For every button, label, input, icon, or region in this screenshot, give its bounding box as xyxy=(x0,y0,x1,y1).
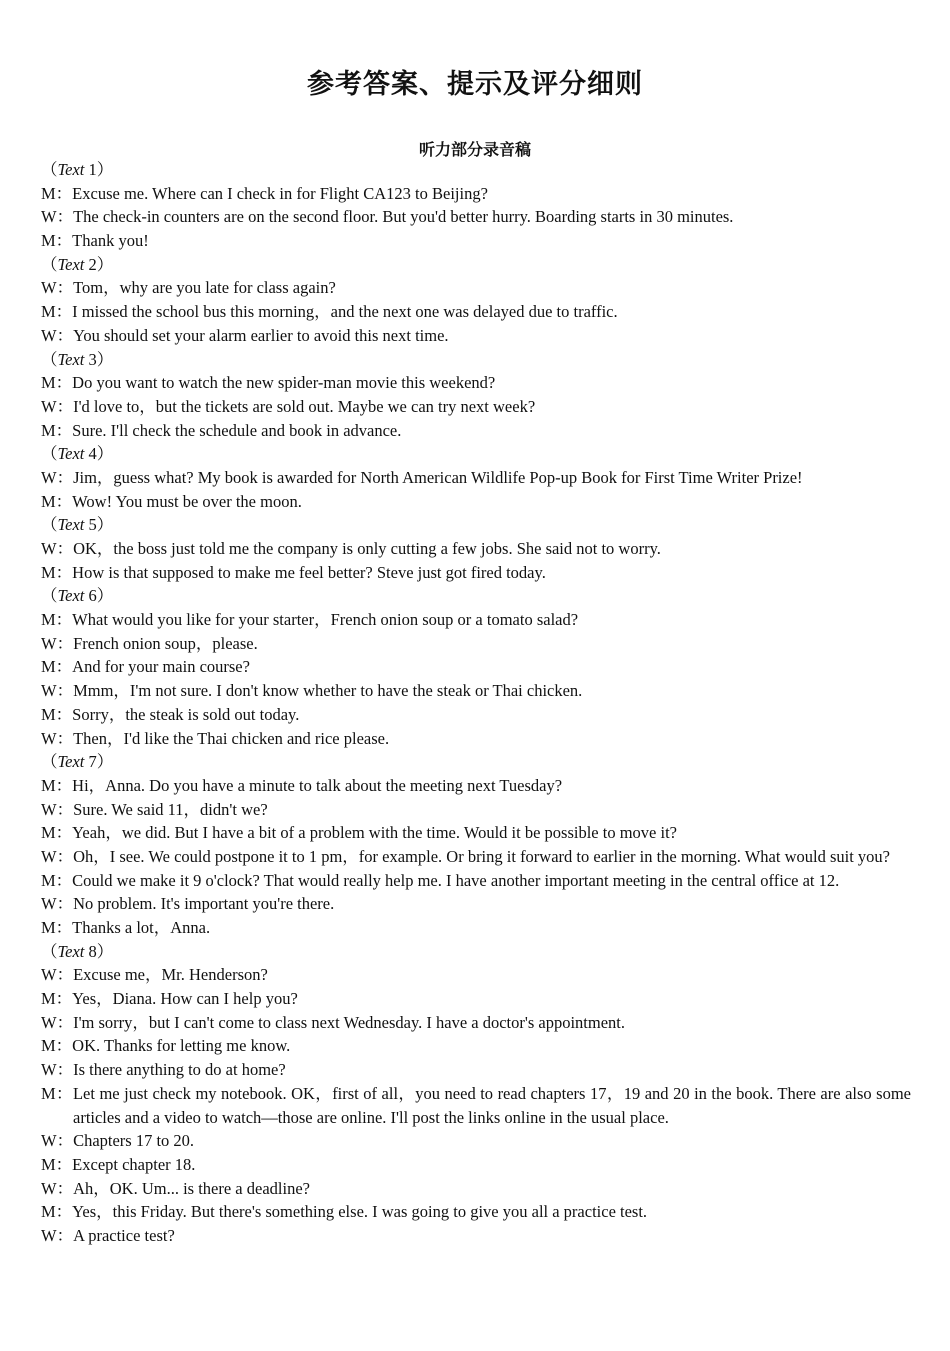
dialogue-line xyxy=(41,1034,911,1058)
text-section-header xyxy=(41,750,911,774)
text-section-header xyxy=(41,513,911,537)
header-label: Text xyxy=(57,515,85,535)
header-label: Text xyxy=(57,586,85,606)
dialogue-line xyxy=(41,1224,911,1248)
dialogue-text: W：OK，the boss just told me the company is only cutting a few jobs. She said not to worry. xyxy=(41,539,661,558)
listening-transcript xyxy=(41,158,911,1248)
header-number: 4） xyxy=(84,444,114,464)
text-section-header xyxy=(41,442,911,466)
dialogue-line xyxy=(41,727,911,751)
header-number: 5） xyxy=(84,515,114,535)
dialogue-line xyxy=(41,490,911,514)
dialogue-line xyxy=(41,679,911,703)
dialogue-text: M：Yes，Diana. How can I help you? xyxy=(41,989,298,1009)
dialogue-text: M：Excuse me. Where can I check in for Flight CA123 to Beijing? xyxy=(41,183,488,203)
dialogue-text: W：Is there anything to do at home? xyxy=(41,1060,286,1080)
header-number: 2） xyxy=(84,254,114,274)
dialogue-text: W：Jim，guess what? My book is awarded for North American Wildlife Pop-up Book for First Time Writer Prize! xyxy=(41,467,803,487)
dialogue-line xyxy=(41,229,911,253)
header-label: Text xyxy=(57,254,85,274)
dialogue-text: W：You should set your alarm earlier to avoid this next time. xyxy=(41,325,449,345)
dialogue-text: W：Mmm，I'm not sure. I don't know whether to have the steak or Thai chicken. xyxy=(41,681,583,701)
dialogue-line xyxy=(41,1200,911,1224)
dialogue-line xyxy=(41,869,911,893)
dialogue-text: M：Let me just check my notebook. OK，first of all，you need to read chapters 17，19 and 20 in the book. There are also some articles and a video to watch—those are online. I'll post the links online in the usual place. xyxy=(41,1083,911,1127)
dialogue-text: M：Thank you! xyxy=(41,231,149,251)
dialogue-text: M：What would you like for your starter，French onion soup or a tomato salad? xyxy=(41,610,579,630)
dialogue-line xyxy=(41,703,911,727)
dialogue-text: W：Oh，I see. We could postpone it to 1 pm，for example. Or bring it forward to earlier in the morning. What would suit you? xyxy=(41,846,891,866)
header-number: 1） xyxy=(84,160,114,179)
dialogue-text: W：Ah，OK. Um... is there a deadline? xyxy=(41,1178,310,1198)
text-section-header xyxy=(41,940,911,964)
dialogue-text: M：Sorry，the steak is sold out today. xyxy=(41,704,300,724)
dialogue-text: M：Wow! You must be over the moon. xyxy=(41,491,302,511)
header-label: Text xyxy=(57,160,85,179)
header-label: Text xyxy=(57,444,85,464)
dialogue-text: W：I'd love to，but the tickets are sold out. Maybe we can try next week? xyxy=(41,396,536,416)
dialogue-line xyxy=(41,798,911,822)
dialogue-line xyxy=(41,466,911,490)
dialogue-line xyxy=(41,182,911,206)
header-number: 3） xyxy=(84,349,114,369)
dialogue-text: W：Chapters 17 to 20. xyxy=(41,1131,195,1151)
header-open-paren: （ xyxy=(41,586,58,606)
header-label: Text xyxy=(57,941,85,961)
dialogue-line xyxy=(41,892,911,916)
dialogue-text: W：Then，I'd like the Thai chicken and rice please. xyxy=(41,728,390,748)
dialogue-text: W：Sure. We said 11，didn't we? xyxy=(41,799,268,819)
dialogue-line xyxy=(41,419,911,443)
page-title: 参考答案、提示及评分细则 xyxy=(307,69,643,100)
dialogue-text: M：Do you want to watch the new spider-man movie this weekend? xyxy=(41,373,496,393)
dialogue-line xyxy=(41,324,911,348)
dialogue-line xyxy=(41,537,911,561)
dialogue-text: M：Could we make it 9 o'clock? That would really help me. I have another important meeting in the central office at 12. xyxy=(41,870,840,890)
section-subtitle: 听力部分录音稿 xyxy=(418,140,531,159)
dialogue-line xyxy=(41,1058,911,1082)
header-open-paren: （ xyxy=(41,254,58,274)
dialogue-line xyxy=(41,774,911,798)
text-section-header xyxy=(41,584,911,608)
dialogue-text: M：And for your main course? xyxy=(41,657,250,677)
dialogue-line xyxy=(41,1082,911,1129)
dialogue-line xyxy=(41,916,911,940)
dialogue-line xyxy=(41,632,911,656)
header-number: 7） xyxy=(84,752,114,772)
dialogue-line xyxy=(41,561,911,585)
dialogue-line xyxy=(41,655,911,679)
dialogue-line xyxy=(41,205,911,229)
header-open-paren: （ xyxy=(41,349,58,369)
dialogue-text: W：I'm sorry，but I can't come to class next Wednesday. I have a doctor's appointment. xyxy=(41,1012,626,1032)
dialogue-text: W：French onion soup，please. xyxy=(41,633,258,653)
text-section-header xyxy=(41,348,911,372)
dialogue-line xyxy=(41,395,911,419)
header-open-paren: （ xyxy=(41,160,58,179)
dialogue-line xyxy=(41,963,911,987)
dialogue-text: M：Yeah，we did. But I have a bit of a problem with the time. Would it be possible to move it? xyxy=(41,823,677,843)
dialogue-line xyxy=(41,845,911,869)
dialogue-text: M：Thanks a lot，Anna. xyxy=(41,918,211,938)
dialogue-text: M：Hi，Anna. Do you have a minute to talk about the meeting next Tuesday? xyxy=(41,775,563,795)
dialogue-text: W：Tom，why are you late for class again? xyxy=(41,278,336,298)
dialogue-text: M：How is that supposed to make me feel better? Steve just got fired today. xyxy=(41,562,546,582)
dialogue-line xyxy=(41,821,911,845)
dialogue-line xyxy=(41,1177,911,1201)
dialogue-line xyxy=(41,300,911,324)
header-label: Text xyxy=(57,752,85,772)
header-number: 6） xyxy=(84,586,114,606)
header-open-paren: （ xyxy=(41,941,58,961)
dialogue-text: M：Except chapter 18. xyxy=(41,1154,196,1174)
dialogue-line xyxy=(41,371,911,395)
dialogue-text: W：A practice test? xyxy=(41,1226,175,1245)
header-open-paren: （ xyxy=(41,444,58,464)
dialogue-line xyxy=(41,987,911,1011)
header-open-paren: （ xyxy=(41,752,58,772)
header-label: Text xyxy=(57,349,85,369)
dialogue-line xyxy=(41,1011,911,1035)
dialogue-line xyxy=(41,276,911,300)
dialogue-line xyxy=(41,1153,911,1177)
text-section-header xyxy=(41,158,911,182)
dialogue-text: M：I missed the school bus this morning，and the next one was delayed due to traffic. xyxy=(41,302,618,322)
dialogue-text: M：OK. Thanks for letting me know. xyxy=(41,1036,291,1056)
dialogue-text: M：Sure. I'll check the schedule and book in advance. xyxy=(41,420,402,440)
dialogue-line xyxy=(41,1129,911,1153)
dialogue-text: M：Yes，this Friday. But there's something else. I was going to give you all a practice test. xyxy=(41,1202,648,1222)
dialogue-text: W：No problem. It's important you're there. xyxy=(41,894,335,914)
dialogue-text: W：Excuse me，Mr. Henderson? xyxy=(41,965,268,985)
header-open-paren: （ xyxy=(41,515,58,535)
dialogue-text: W：The check-in counters are on the second floor. But you'd better hurry. Boarding starts in 30 minutes. xyxy=(41,207,734,227)
header-number: 8） xyxy=(84,941,114,961)
dialogue-line xyxy=(41,608,911,632)
text-section-header xyxy=(41,253,911,277)
